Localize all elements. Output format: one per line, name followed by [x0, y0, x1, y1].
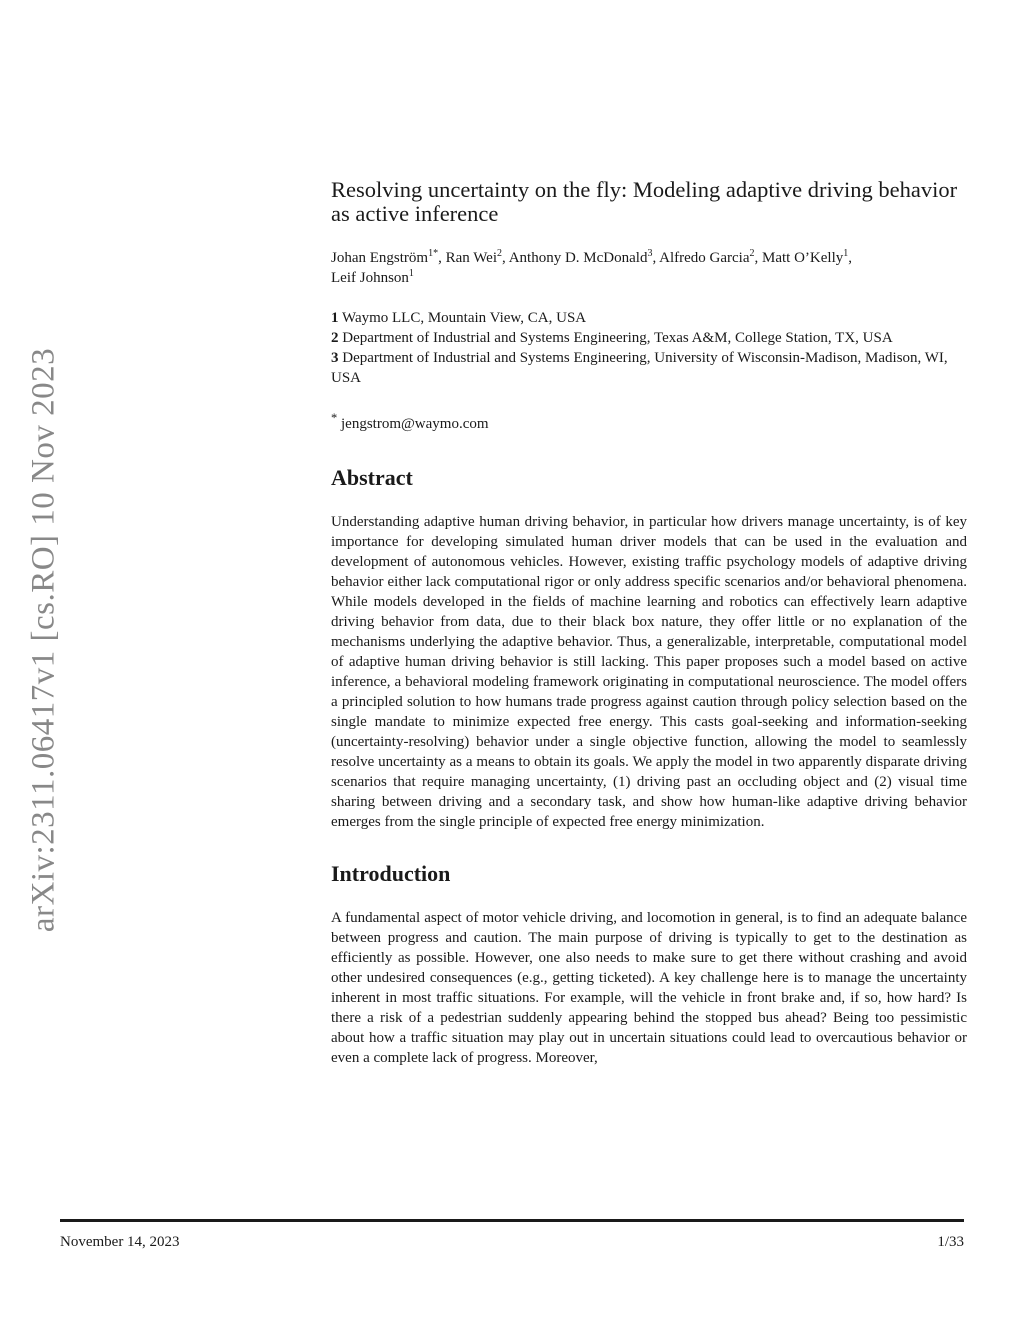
paper-first-page — [331, 178, 971, 1068]
affiliation-list — [331, 308, 971, 388]
affiliation-item: 1 Waymo LLC, Mountain View, CA, USA — [331, 310, 587, 326]
paper-title: Resolving uncertainty on the fly: Modeling adaptive driving behavior as active inference — [331, 177, 958, 226]
affiliation-item: 2 Department of Industrial and Systems Engineering, Texas A&M, College Station, TX, USA — [331, 330, 893, 346]
introduction-heading: Introduction — [331, 861, 451, 886]
author: Anthony D. McDonald$^3$, — [508, 248, 660, 266]
page-number: 1/33 — [937, 1234, 964, 1250]
footer-divider — [60, 1219, 964, 1222]
abstract-heading: Abstract — [331, 465, 413, 490]
corresponding-author — [331, 408, 971, 434]
author: Johan Engström$^{1*}$, — [331, 248, 446, 266]
arxiv-sidebar-stamp: arXiv:2311.06417v1 [cs.RO] 10 Nov 2023 — [25, 347, 62, 933]
introduction-text: A fundamental aspect of motor vehicle driving, and locomotion in general, is to find an adequate balance between progress and caution. The main purpose of driving is typically to get to the destination as efficiently as possible. However, one also needs to make sure to get there without crashing and avoid other undesired consequences (e.g., getting ticketed). A key challenge here is to manage the uncertainty inherent in most traffic situations. For example, will the vehicle in front brake and, if so, how hard? Is there a risk of a pedestrian suddenly appearing behind the stopped bus ahead? Being too pessimistic about how a traffic situation may play out in uncertain situations could lead to overcautious behavior or even a complete lack of progress. Moreover, — [331, 910, 967, 1066]
author: Matt O’Kelly$^1$, — [762, 248, 852, 266]
author-list — [331, 248, 971, 288]
author: Alfredo Garcia$^2$, — [659, 248, 763, 266]
footer-date: November 14, 2023 — [60, 1234, 180, 1250]
corresponding-mark: * — [331, 411, 338, 425]
author: Leif Johnson$^1$ — [331, 268, 414, 286]
author: Ran Wei$^2$, — [445, 248, 509, 266]
affiliation-item: 3 Department of Industrial and Systems Engineering, University of Wisconsin-Madison, Madison, WI, USA — [331, 350, 948, 386]
abstract-text: Understanding adaptive human driving behavior, in particular how drivers manage uncertainty, is of key importance for developing simulated human driver models that can be used in the evaluation and development of autonomous vehicles. However, existing traffic psychology models of adaptive driving behavior either lack computational rigor or only address specific scenarios and/or behavioral phenomena. While models developed in the fields of machine learning and robotics can effectively learn adaptive driving behavior from data, due to their black box nature, they offer little or no explanation of the mechanisms underlying the adaptive behavior. Thus, a generalizable, interpretable, computational model of adaptive human driving behavior is still lacking. This paper proposes such a model based on active inference, a behavioral modeling framework originating in computational neuroscience. The model offers a principled solution to how humans trade progress against caution through policy selection based on the single mandate to minimize expected free energy. This casts goal-seeking and information-seeking (uncertainty-resolving) behavior under a single objective function, allowing the model to seamlessly resolve uncertainty as a means to obtain its goals. We apply the model in two apparently disparate driving scenarios that require managing uncertainty, (1) driving past an occluding object and (2) visual time sharing between driving and a secondary task, and show how human-like adaptive driving behavior emerges from the single principle of expected free energy minimization. — [331, 514, 967, 830]
corresponding-email: jengstrom@waymo.com — [341, 416, 489, 432]
